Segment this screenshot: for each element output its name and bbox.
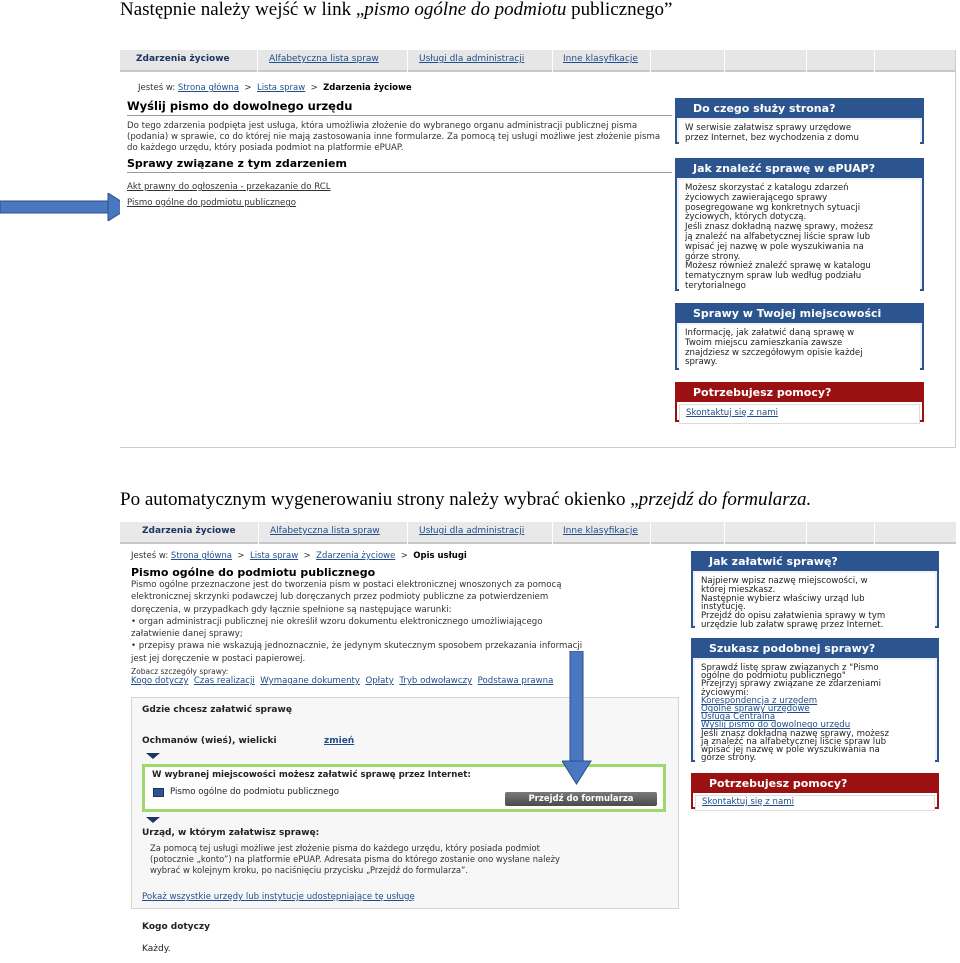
breadcrumb-prefix: Jesteś w: <box>138 83 176 93</box>
details-link-time[interactable]: Czas realizacji <box>193 676 255 686</box>
sidebar-line: Możesz również znaleźć sprawę w katalogu <box>685 261 871 272</box>
all-offices-link[interactable]: Pokaż wszystkie urzędy lub instytucje udostępniające tę usługę <box>142 892 415 902</box>
nav-tabs <box>120 522 956 544</box>
document-icon <box>153 788 164 797</box>
sidebar-line: Informację, jak załatwić daną sprawę w <box>685 328 855 338</box>
tab-divider <box>874 50 875 72</box>
sidebar-line: Następnie wybierz właściwy urząd lub <box>701 593 865 604</box>
tab-divider <box>552 522 553 544</box>
sidebar-box-title: Potrzebujesz pomocy? <box>677 384 922 402</box>
sidebar-box-local <box>675 303 924 370</box>
sidebar-line: życiowych, których dotyczą. <box>685 212 807 223</box>
sidebar-line: górze strony. <box>701 753 757 764</box>
contact-link[interactable]: Skontaktuj się z nami <box>702 797 794 807</box>
sidebar-line: górze strony. <box>685 251 741 262</box>
breadcrumb: Jesteś w: Strona główna > Lista spraw > Zdarzenia życiowe > Opis usługi <box>131 551 467 561</box>
breadcrumb: Jesteś w: Strona główna > Lista spraw > Zdarzenia życiowe <box>138 83 412 93</box>
sidebar-box-title: Potrzebujesz pomocy? <box>693 775 937 793</box>
sidebar-line: wpisać jej nazwę w pole wyszukiwania na <box>701 745 880 756</box>
sidebar-box-title: Do czego służy strona? <box>677 100 922 118</box>
office-line: Za pomocą tej usługi możliwe jest złożenie pisma do każdego urzędu, który posiada podmiot <box>150 843 540 853</box>
sidebar-box-help <box>675 382 924 422</box>
office-line: wybrać w kolejnym kroku, po naciśnięciu przycisku „Przejdź do formularza”. <box>150 865 468 875</box>
description-line: jest jej doręczenie w postaci papierowej. <box>131 653 306 664</box>
description-line: załatwienie danej sprawy; <box>131 629 243 640</box>
selected-location: Ochmanów (wieś), wielicki <box>142 736 277 746</box>
sidebar-line: Sprawdź listę spraw związanych z "Pismo <box>701 663 879 673</box>
sidebar-line: sprawy. <box>685 357 718 368</box>
tab-divider <box>650 522 651 544</box>
description-line: doręczenia, w przypadkach gdy łącznie spełnione są następujące warunki: <box>131 604 452 615</box>
expand-arrow-icon <box>146 817 160 823</box>
breadcrumb-current: Opis usługi <box>413 551 467 561</box>
divider <box>127 172 672 173</box>
tab-divider <box>724 50 725 72</box>
office-title: Urząd, w którym załatwisz sprawę: <box>142 828 320 838</box>
sidebar-line: której mieszkasz. <box>701 584 776 595</box>
sidebar-box-title: Sprawy w Twojej miejscowości <box>677 305 922 323</box>
sidebar-box-title: Szukasz podobnej sprawy? <box>693 640 937 658</box>
details-link-legal[interactable]: Podstawa prawna <box>477 676 554 686</box>
sidebar-line: Jeśli znasz dokładną nazwę sprawy, możesz <box>685 222 874 233</box>
description-line: elektronicznej skrzynki podawczej lub doręczanych przez podmioty publiczne za potwierdzeniem <box>131 592 549 603</box>
screenshot-case-list <box>120 50 956 448</box>
sidebar-box-body <box>679 404 920 424</box>
sidebar-line: Najpierw wpisz nazwę miejscowości, w <box>701 576 868 586</box>
caption-second <box>120 489 811 511</box>
expand-arrow-icon <box>146 753 160 759</box>
tab-divider <box>258 522 259 544</box>
breadcrumb-home[interactable]: Strona główna <box>170 551 233 561</box>
tab-admin-services[interactable]: Usługi dla administracji <box>419 526 525 536</box>
page-description: Do tego zdarzenia podpięta jest usługa, która umożliwia złożenie do wybranego organu administracji publicznej pisma (podania) w sprawie, co do której nie mają zastosowania inne formularze. Za pomocą tej usługi możliwe jest złożenie pisma do każdego urzędu, który posiada podmiot na platformie ePUAP. <box>127 121 661 153</box>
tab-divider <box>874 522 875 544</box>
office-description <box>150 843 560 876</box>
sidebar-line: terytorialnego <box>685 280 746 291</box>
tab-life-events[interactable]: Zdarzenia życiowe <box>136 54 230 64</box>
related-link-rcl[interactable]: Akt prawny do ogłoszenia - przekazanie do RCL <box>127 182 331 192</box>
change-location-link[interactable]: zmień <box>324 736 355 746</box>
sidebar-box-body <box>695 660 935 766</box>
tab-life-events[interactable]: Zdarzenia życiowe <box>142 526 236 536</box>
sidebar-line: życiowych zawierającego sprawy <box>685 192 828 203</box>
description-line: Pismo ogólne przeznaczone jest do tworzenia pism w postaci elektronicznej wnoszonych za pomocą <box>131 580 562 590</box>
breadcrumb-home[interactable]: Strona główna <box>177 83 240 93</box>
sidebar-box-purpose <box>675 98 924 144</box>
sidebar-line: Przejdź do opisu załatwienia sprawy w tym <box>701 611 886 622</box>
tab-divider <box>407 522 408 544</box>
caption-first-text: Następnie należy wejść w link „ <box>120 0 365 20</box>
details-links <box>131 676 553 687</box>
sidebar-line: Twoim miejscu zamieszkania zawsze <box>685 337 843 348</box>
office-line: (potocznie „konto”) na platformie ePUAP. Adresata pisma do którego zostanie ono wysłane należy <box>150 854 560 864</box>
tab-divider <box>806 522 807 544</box>
sidebar-line: ją znaleźć na alfabetycznej liście spraw lub <box>685 231 871 242</box>
online-title: W wybranej miejscowości możesz załatwić sprawę przez Internet: <box>152 770 471 780</box>
sidebar-box-help <box>691 773 939 809</box>
description-line: • organ administracji publicznej nie określił wzoru dokumentu elektronicznego umożliwiającego <box>131 616 543 627</box>
similar-link-general[interactable]: Ogólne sprawy urzędowe <box>701 704 810 715</box>
similar-link-central[interactable]: Usługa Centralna <box>701 712 776 723</box>
pointer-down-arrow-icon <box>562 651 592 785</box>
sidebar-box-find <box>675 158 924 291</box>
details-label: Zobacz szczegóły sprawy: <box>131 667 229 676</box>
divider <box>127 115 672 116</box>
contact-link[interactable]: Skontaktuj się z nami <box>686 408 778 418</box>
sidebar-line: Jeśli znasz dokładną nazwę sprawy, możesz <box>701 728 890 739</box>
where-title: Gdzie chcesz załatwić sprawę <box>142 705 292 715</box>
sidebar-line: życiowymi: <box>701 687 749 698</box>
nav-tabs <box>120 50 955 72</box>
sidebar-box-how <box>691 551 939 628</box>
sidebar-box-body <box>679 325 920 372</box>
sidebar-box-body <box>695 795 935 811</box>
related-title: Sprawy związane z tym zdarzeniem <box>127 157 347 170</box>
caption-first-italic: pismo ogólne do podmiotu <box>364 0 567 20</box>
tab-divider <box>806 50 807 72</box>
details-link-appeal[interactable]: Tryb odwoławczy <box>399 676 473 686</box>
caption-first-suffix: publicznego” <box>566 0 673 20</box>
caption-first <box>120 0 672 21</box>
tab-other[interactable]: Inne klasyfikacje <box>563 54 638 64</box>
sidebar-line: ogólne do podmiotu publicznego" <box>701 671 846 682</box>
sidebar-line: Przejrzyj sprawy związane ze zdarzeniami <box>701 679 881 690</box>
sidebar-box-body <box>695 573 935 634</box>
go-to-form-button[interactable]: Przejdź do formularza <box>505 792 657 806</box>
tab-alphabetical[interactable]: Alfabetyczna lista spraw <box>269 54 379 64</box>
caption-second-text: Po automatycznym wygenerowaniu strony należy wybrać okienko „ <box>120 489 639 510</box>
details-link-fees[interactable]: Opłaty <box>365 676 394 686</box>
tab-admin-services[interactable]: Usługi dla administracji <box>419 54 525 64</box>
related-link-general-letter[interactable]: Pismo ogólne do podmiotu publicznego <box>127 198 297 208</box>
sidebar-line: W serwisie załatwisz sprawy urzędowe <box>685 123 852 133</box>
tab-alphabetical[interactable]: Alfabetyczna lista spraw <box>270 526 380 536</box>
sidebar-line: tematycznym spraw lub według podziału <box>685 271 862 282</box>
where-panel <box>131 697 679 909</box>
breadcrumb-list[interactable]: Lista spraw <box>249 551 299 561</box>
description-line: • przepisy prawa nie wskazują jednoznacznie, że jedynym skutecznym sposobem przekazania informacji <box>131 641 583 652</box>
service-description <box>131 579 676 665</box>
tab-divider <box>552 50 553 72</box>
sidebar-line: znajdziesz w szczegółowym opisie każdej <box>685 347 863 358</box>
tab-divider <box>650 50 651 72</box>
similar-link-send-letter[interactable]: Wyślij pismo do dowolnego urzędu <box>701 720 851 731</box>
details-link-who[interactable]: Kogo dotyczy <box>131 676 189 686</box>
breadcrumb-prefix: Jesteś w: <box>131 551 169 561</box>
sidebar-box-title: Jak znaleźć sprawę w ePUAP? <box>677 160 922 178</box>
sidebar-box-similar <box>691 638 939 762</box>
sidebar-line: Możesz skorzystać z katalogu zdarzeń <box>685 183 849 193</box>
breadcrumb-current: Zdarzenia życiowe <box>323 83 412 93</box>
sidebar-line: ją znaleźć na alfabetycznej liście spraw lub <box>701 736 887 747</box>
screenshot-service-description <box>120 522 956 963</box>
tab-divider <box>257 50 258 72</box>
sidebar-box-body <box>679 180 920 296</box>
who-value: Każdy. <box>142 944 171 954</box>
service-name: Pismo ogólne do podmiotu publicznego <box>170 787 340 797</box>
sidebar-line: wpisać jej nazwę w pole wyszukiwania na <box>685 241 864 252</box>
who-title: Kogo dotyczy <box>142 922 210 932</box>
breadcrumb-list[interactable]: Lista spraw <box>256 83 306 93</box>
breadcrumb-events[interactable]: Zdarzenia życiowe <box>316 551 396 561</box>
sidebar-box-title: Jak załatwić sprawę? <box>693 553 937 571</box>
caption-second-italic: przejdź do formularza. <box>638 489 812 510</box>
page-title: Wyślij pismo do dowolnego urzędu <box>127 99 353 113</box>
sidebar-line: przez Internet, bez wychodzenia z domu <box>685 132 860 143</box>
sidebar-line: posegregowane wg konkretnych sytuacji <box>685 202 861 213</box>
service-title: Pismo ogólne do podmiotu publicznego <box>131 566 376 579</box>
similar-link-correspondence[interactable]: Korespondencja z urzędem <box>701 695 818 706</box>
tab-divider <box>407 50 408 72</box>
sidebar-line: urzędzie lub załatw sprawę przez Internet. <box>701 619 884 630</box>
pointer-arrow-icon <box>0 193 132 221</box>
tab-other[interactable]: Inne klasyfikacje <box>563 526 638 536</box>
sidebar-box-body <box>679 120 920 148</box>
tab-divider <box>724 522 725 544</box>
details-link-documents[interactable]: Wymagane dokumenty <box>260 676 360 686</box>
sidebar-line: instytucję. <box>701 602 746 613</box>
